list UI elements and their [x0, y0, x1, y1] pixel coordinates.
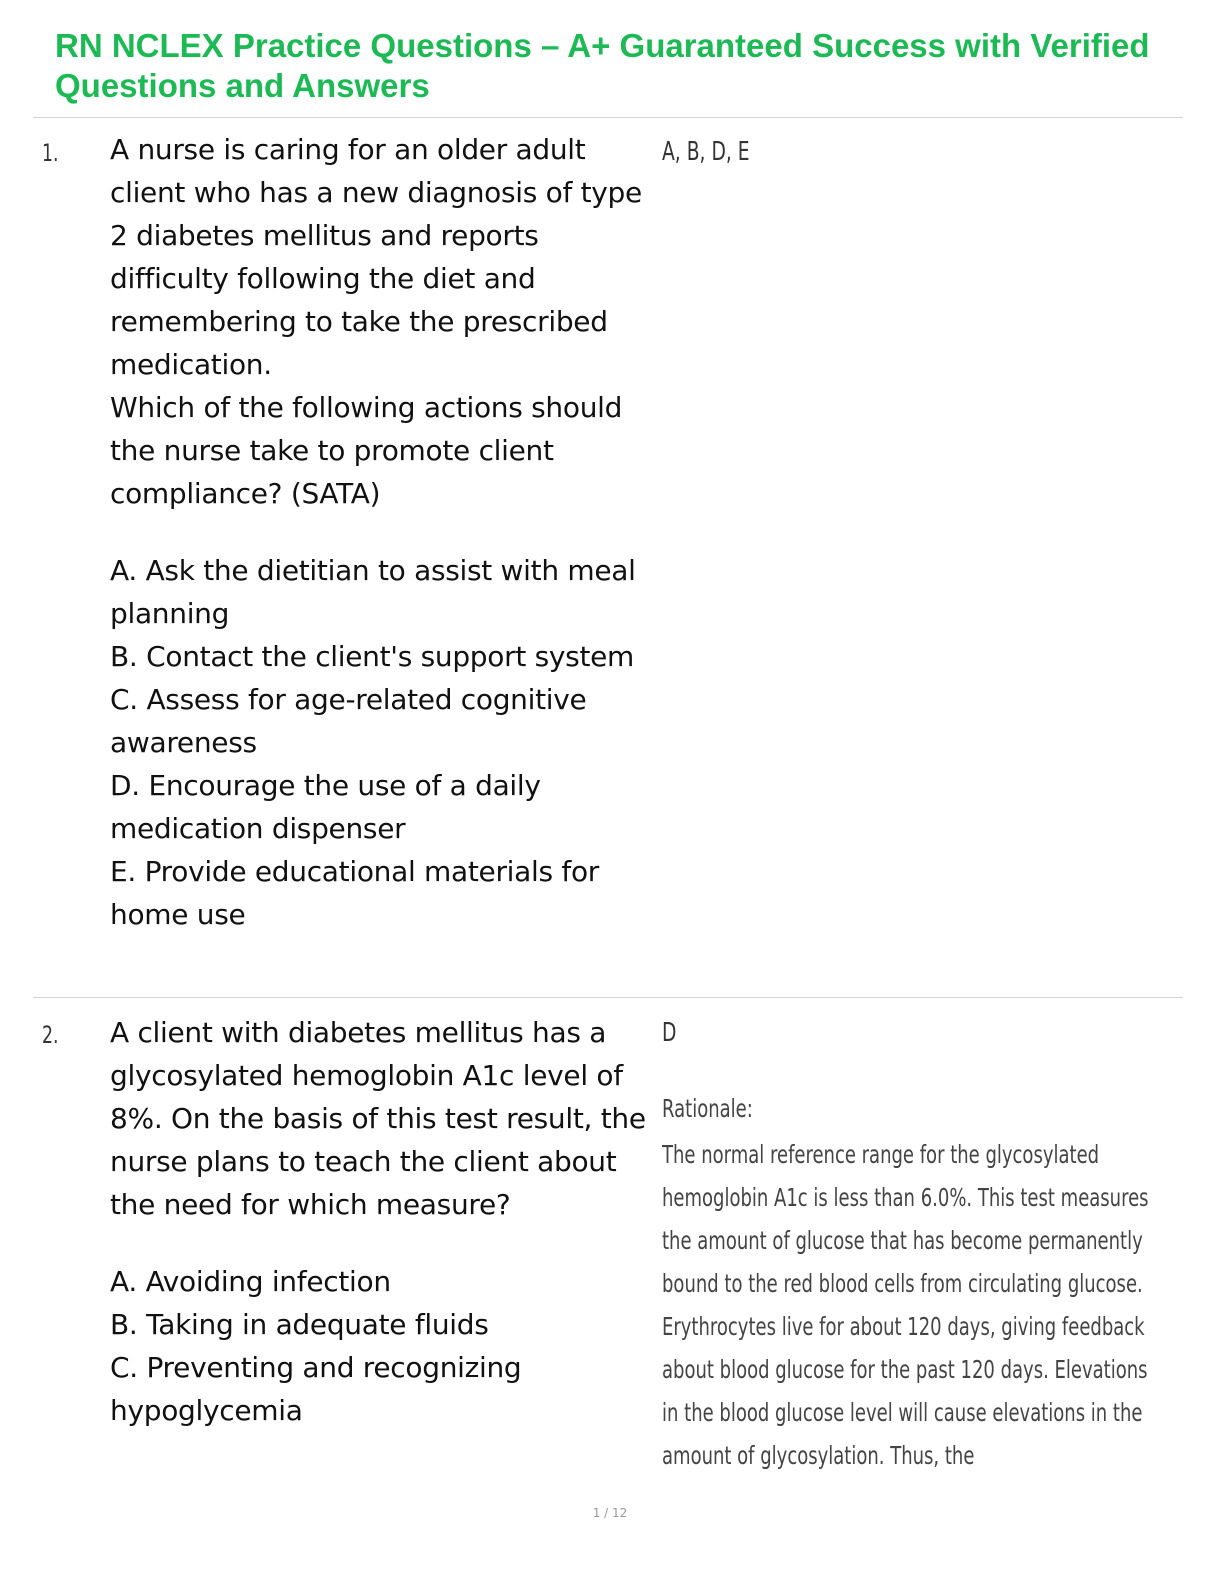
option-e: E. Provide educational materials for home use — [110, 855, 599, 931]
divider — [33, 997, 1183, 998]
divider — [33, 117, 1183, 118]
question-body — [110, 1011, 655, 1432]
option-b: B. Contact the client's support system — [110, 640, 635, 673]
question-prompt: Which of the following actions should the nurse take to promote client compliance? (SATA) — [110, 391, 623, 510]
option-d: D. Encourage the use of a daily medication dispenser — [110, 769, 541, 845]
answer-key: A, B, D, E — [662, 137, 750, 167]
option-c: C. Preventing and recognizing hypoglycemia — [110, 1351, 522, 1427]
option-b: B. Taking in adequate fluids — [110, 1308, 489, 1341]
document-title: RN NCLEX Practice Questions – A+ Guaranteed Success with Verified Questions and Answers — [55, 27, 1150, 104]
spacer — [110, 1226, 655, 1260]
rationale-text: The normal reference range for the glycosylated hemoglobin A1c is less than 6.0%. This test measures the amount of glucose that has become permanently bound to the red blood cells from circulating glucose. Erythrocytes live for about 120 days, giving feedback about blood glucose for the past 120 days. Elevations in the blood glucose level will cause elevations in the amount of glycosylation. Thus, the — [662, 1140, 1149, 1470]
option-a: A. Avoiding infection — [110, 1265, 391, 1298]
answer-key: D — [662, 1018, 677, 1048]
question-number: 2. — [42, 1021, 59, 1049]
option-a: A. Ask the dietitian to assist with meal planning — [110, 554, 636, 630]
spacer — [110, 515, 655, 549]
page-indicator: 1 / 12 — [592, 1506, 628, 1520]
question-body — [110, 128, 655, 936]
option-c: C. Assess for age-related cognitive awareness — [110, 683, 587, 759]
question-stem: A client with diabetes mellitus has a glycosylated hemoglobin A1c level of 8%. On the basis of this test result, the nurse plans to teach the client about the need for which measure? — [110, 1016, 646, 1221]
question-number: 1. — [42, 139, 59, 167]
rationale-label: Rationale: — [662, 1094, 753, 1123]
question-stem: A nurse is caring for an older adult client who has a new diagnosis of type 2 diabetes mellitus and reports difficulty following the diet and remembering to take the prescribed medication. — [110, 133, 642, 381]
